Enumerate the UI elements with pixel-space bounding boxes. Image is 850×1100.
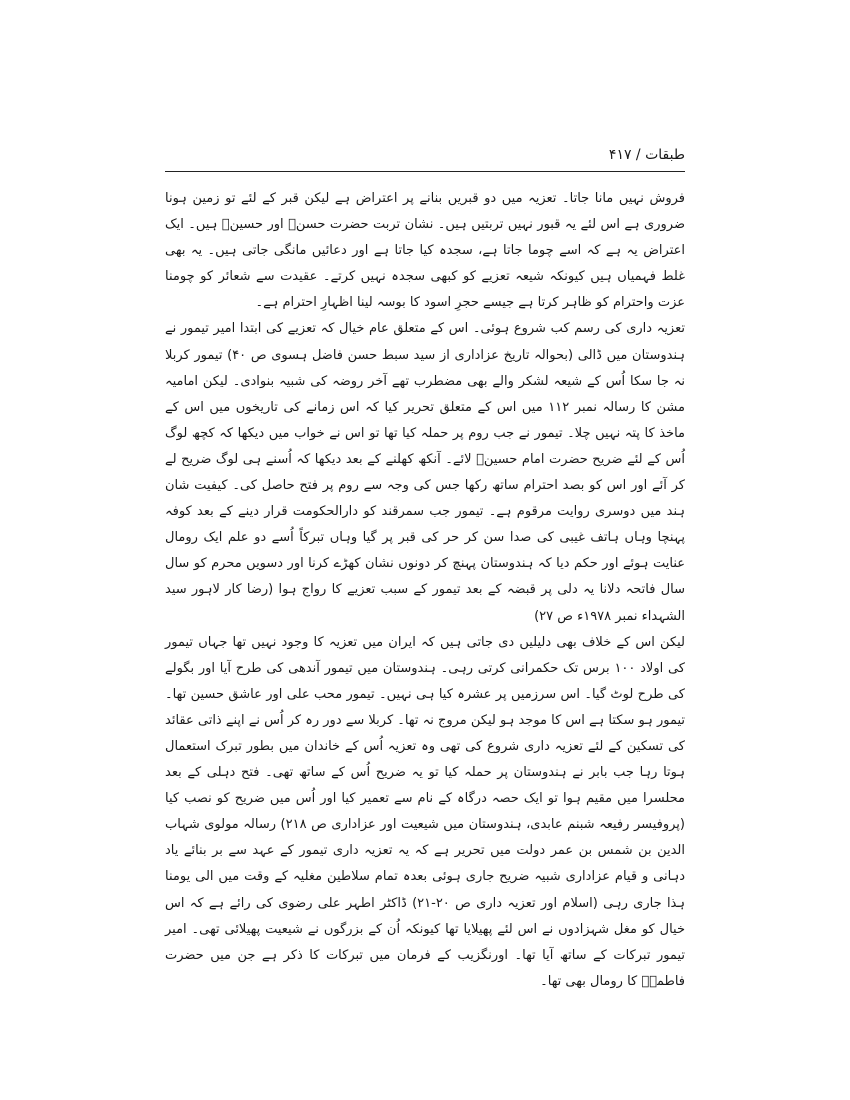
paragraph-1: فروش نہیں مانا جاتا۔ تعزیہ میں دو قبریں بنانے پر اعتراض ہے لیکن قبر کے لئے تو زمین ہونا ضروری ہے اس لئے یہ قبور نہیں تربتیں ہیں۔ نشان تربت حضرت حسنؑ اور حسینؑ ہیں۔ ایک اعتراض یہ ہے کہ اسے چوما جاتا ہے، سجدہ کیا جاتا ہے اور دعائیں مانگی جاتی ہیں۔ یہ بھی غلط فہمیاں ہیں کیونکہ شیعہ تعزیے کو کبھی سجدہ نہیں کرتے۔ عقیدت سے شعائر کو چومنا عزت واحترام کو ظاہر کرتا ہے جیسے حجرِ اسود کا بوسہ لینا اظہارِ احترام ہے۔ — [165, 191, 685, 311]
paragraph-3: لیکن اس کے خلاف بھی دلیلیں دی جاتی ہیں کہ ایران میں تعزیہ کا وجود نہیں تھا جہاں تیمور کی اولاد ۱۰۰ برس تک حکمرانی کرتی رہی۔ ہندوستان میں تیمور آندھی کی طرح آیا اور بگولے کی طرح لوٹ گیا۔ اس سرزمیں پر عشرہ کیا ہی نہیں۔ تیمور محب علی اور عاشق حسین تھا۔ تیمور ہو سکتا ہے اس کا موجد ہو لیکن مروج نہ تھا۔ کربلا سے دور رہ کر اُس نے اپنے ذاتی عقائد کی تسکین کے لئے تعزیہ داری شروع کی تھی وہ تعزیہ اُس کے خاندان میں بطور تبرک استعمال ہوتا رہا جب بابر نے ہندوستان پر حملہ کیا تو یہ ضریح اُس کے ساتھ تھی۔ فتح دہلی کے بعد محلسرا میں مقیم ہوا تو ایک حصہ درگاہ کے نام سے تعمیر کیا اور اُس میں ضریح کو نصب کیا (پروفیسر رفیعہ شبنم عابدی، ہندوستان میں شیعیت اور عزاداری ص ۲۱۸) رسالہ مولوی شہاب الدین بن شمس بن عمر دولت میں تحریر ہے کہ یہ تعزیہ داری تیمور کے عہد سے بر بنائے یاد دہانی و قیام عزاداری شبیہ ضریح جاری ہوئی بعدہ تمام سلاطین مغلیہ کے وقت میں الی یومنا ہذا جاری رہی (اسلام اور تعزیہ داری ص ۲۰-۲۱) ڈاکٹر اطہر علی رضوی کی رائے ہے کہ اس خیال کو مغل شہزادوں نے اس لئے پھیلایا تھا کیونکہ اُن کے بزرگوں نے شیعیت پھیلائی تھی۔ امیر تیمور تبرکات کے ساتھ آیا تھا۔ اورنگزیب کے فرمان میں تبرکات کا ذکر ہے جن میں حضرت فاطمہؑ کا رومال بھی تھا۔ — [165, 634, 686, 989]
header-title: طبقات / ۴۱۷ — [608, 147, 685, 163]
body-text — [165, 186, 685, 995]
paragraph-2: تعزیہ داری کی رسم کب شروع ہوئی۔ اس کے متعلق عام خیال کہ تعزیے کی ابتدا امیر تیمور نے ہندوستان میں ڈالی (بحوالہ تاریخ عزاداری از سید سبط حسن فاضل ہسوی ص ۴۰) تیمور کربلا نہ جا سکا اُس کے شیعہ لشکر والے بھی مضطرب تھے آخر روضہ کی شبیہ بنوادی۔ لیکن امامیہ مشن کا رسالہ نمبر ۱۱۲ میں اس کے متعلق تحریر کیا کہ اس زمانے کی تاریخوں میں اس کے ماخذ کا پتہ نہیں چلا۔ تیمور نے جب روم پر حملہ کیا تھا تو اس نے خواب میں دیکھا کہ کچھ لوگ اُس کے لئے ضریح حضرت امام حسینؑ لائے۔ آنکھ کھلنے کے بعد دیکھا کہ اُسنے ہی لوگ ضریح لے کر آئے اور اس کو بصد احترام ساتھ رکھا جس کی وجہ سے روم پر فتح حاصل کی۔ کیفیت شان ہند میں دوسری روایت مرقوم ہے۔ تیمور جب سمرقند کو دارالحکومت قرار دینے کے بعد کوفہ پہنچا وہاں ہاتف غیبی کی صدا سن کر حر کی قبر پر گیا وہاں تبرکاً اُسے دو علم ایک رومال عنایت ہوئے اور حکم دیا کہ ہندوستان پہنچ کر دونوں نشان کھڑے کرنا اور دسویں محرم کو سال سال فاتحہ دلانا یہ دلی پر قبضہ کے بعد تیمور کے سبب تعزیے کا رواج ہوا (رضا کار لاہور سید الشہداء نمبر ۱۹۷۸ء ص ۲۷) — [165, 321, 686, 624]
running-header — [165, 147, 685, 169]
header-divider — [165, 171, 685, 172]
